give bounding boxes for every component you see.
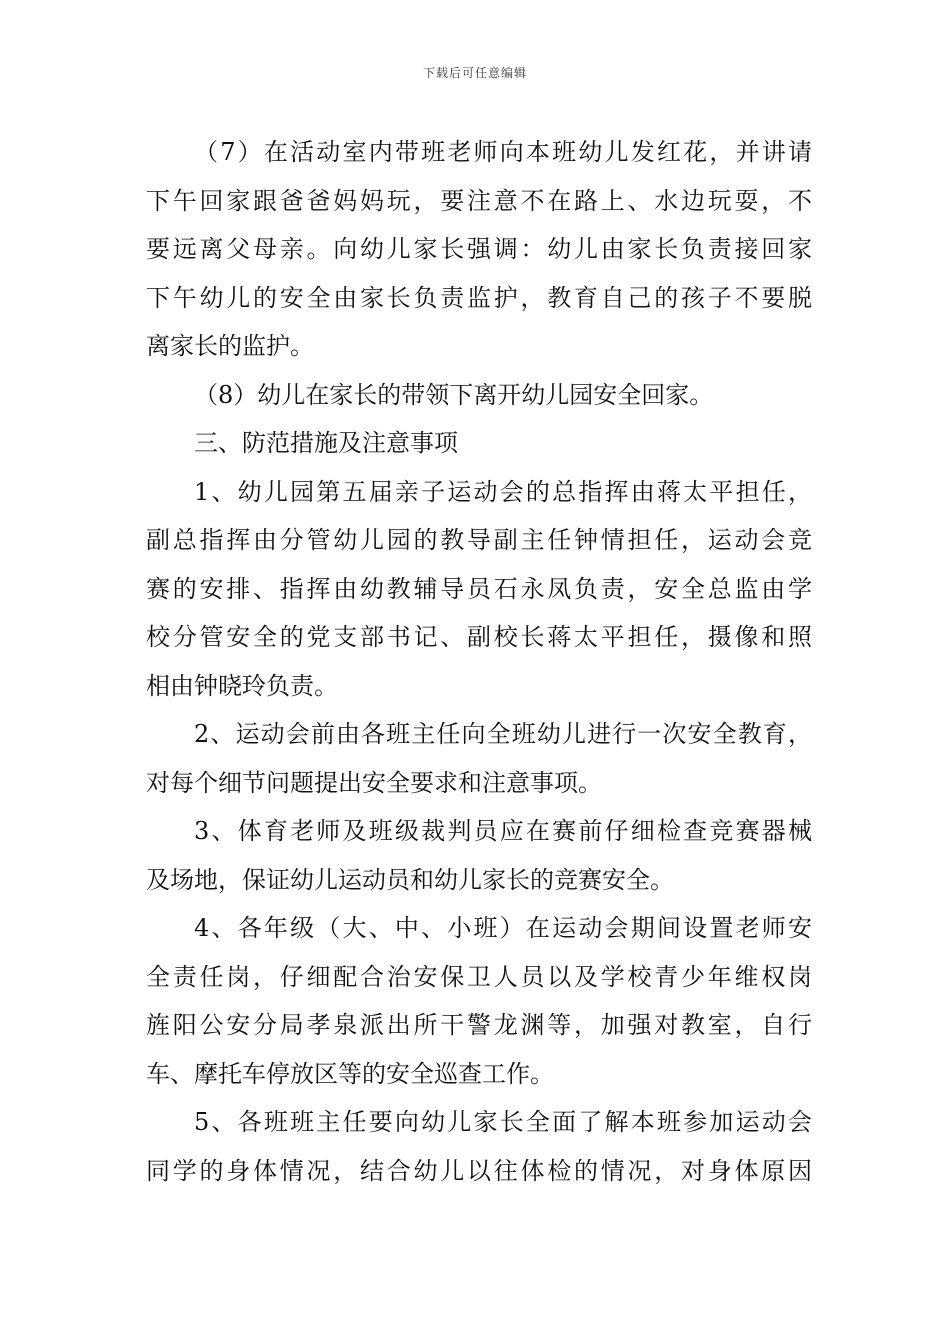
paragraph-line: 三、防范措施及注意事项	[194, 429, 458, 457]
paragraph-line: 3、体育老师及班级裁判员应在赛前仔细检查竞赛器械	[194, 817, 812, 845]
paragraph-line: 赛的安排、指挥由幼教辅导员石永凤负责，安全总监由学	[146, 574, 812, 603]
paragraph-line: 旌阳公安分局孝泉派出所干警龙渊等，加强对教室，自行	[146, 1011, 812, 1039]
page-header: 下载后可任意编辑	[422, 66, 527, 80]
paragraph-line: 5、各班班主任要向幼儿家长全面了解本班参加运动会	[194, 1108, 812, 1136]
paragraph-line: （8）幼儿在家长的带领下离开幼儿园安全回家。	[194, 380, 714, 409]
paragraph-line: 下午回家跟爸爸妈妈玩，要注意不在路上、水边玩耍，不	[146, 186, 812, 215]
paragraph-line: 相由钟晓玲负责。	[146, 671, 338, 700]
document-body	[146, 128, 812, 1195]
paragraph-line: 离家长的监护。	[146, 332, 314, 360]
paragraph-line: 4、各年级（大、中、小班）在运动会期间设置老师安	[194, 914, 812, 942]
paragraph-line: 校分管安全的党支部书记、副校长蒋太平担任，摄像和照	[146, 623, 812, 651]
paragraph-line: 要远离父母亲。向幼儿家长强调：幼儿由家长负责接回家	[146, 235, 812, 263]
paragraph-line: 2、运动会前由各班主任向全班幼儿进行一次安全教育，	[194, 720, 812, 748]
paragraph-line: 对每个细节问题提出安全要求和注意事项。	[146, 768, 602, 797]
paragraph-line: 副总指挥由分管幼儿园的教导副主任钟情担任，运动会竞	[146, 526, 812, 554]
paragraph-line: 车、摩托车停放区等的安全巡查工作。	[146, 1059, 554, 1088]
paragraph-line: 同学的身体情况，结合幼儿以往体检的情况，对身体原因	[146, 1156, 812, 1185]
paragraph-line: （7）在活动室内带班老师向本班幼儿发红花，并讲请	[194, 138, 812, 166]
paragraph-line: 1、幼儿园第五届亲子运动会的总指挥由蒋太平担任，	[194, 477, 812, 506]
paragraph-line: 及场地，保证幼儿运动员和幼儿家长的竞赛安全。	[146, 865, 674, 894]
paragraph-line: 全责任岗，仔细配合治安保卫人员以及学校青少年维权岗	[146, 962, 812, 991]
paragraph-line: 下午幼儿的安全由家长负责监护，教育自己的孩子不要脱	[146, 283, 812, 312]
